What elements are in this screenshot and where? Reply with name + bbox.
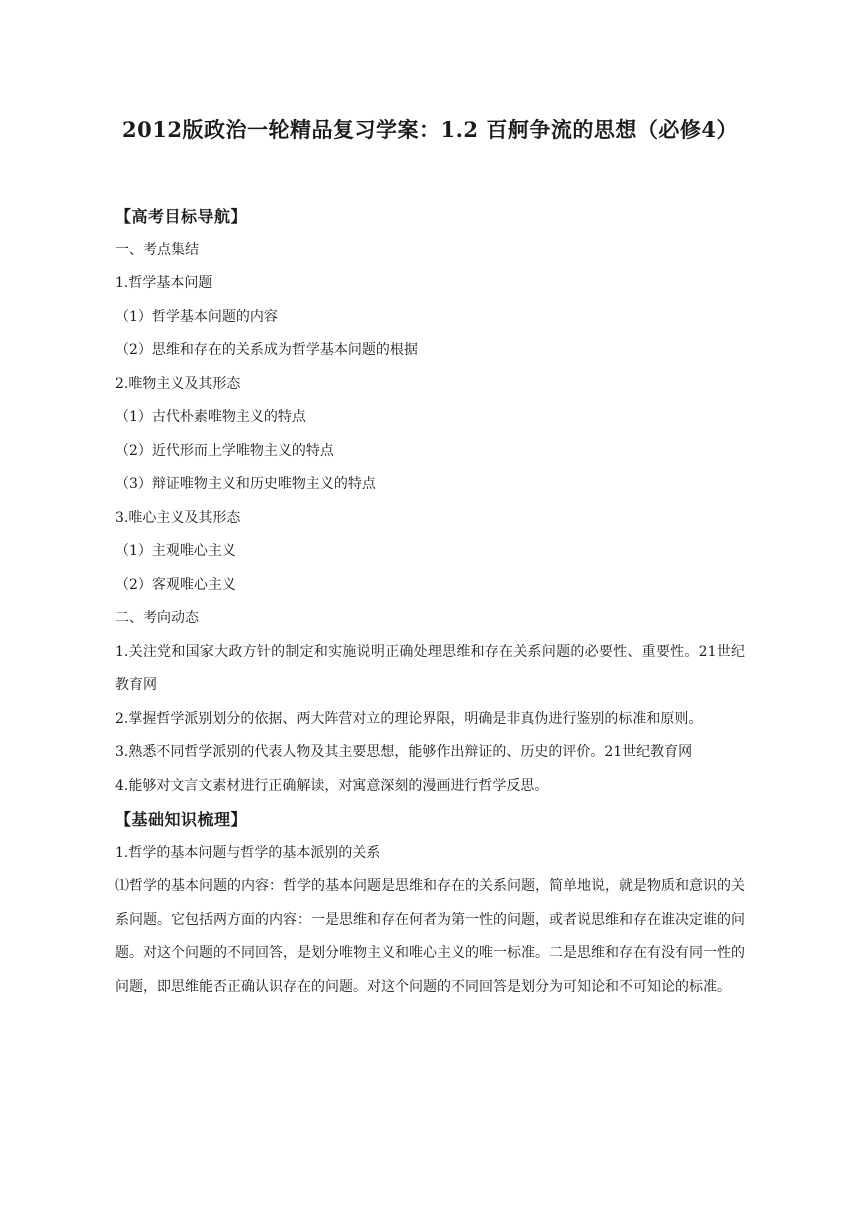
section-heading-exam-goals: 【高考目标导航】	[115, 207, 248, 226]
topic-item: （3）辩证唯物主义和历史唯物主义的特点	[115, 476, 376, 492]
topic-heading: 2.唯物主义及其形态	[115, 375, 241, 392]
topic-item: （1）主观唯心主义	[115, 543, 236, 559]
part-label-key-points: 一、考点集结	[115, 241, 199, 258]
topic-item: （1）哲学基本问题的内容	[115, 308, 278, 325]
topic-item: （1）古代朴素唯物主义的特点	[115, 409, 306, 425]
document-body	[115, 200, 745, 1004]
part-label-trends: 二、考向动态	[115, 610, 199, 626]
trend-paragraph: 4.能够对文言文素材进行正确解读，对寓意深刻的漫画进行哲学反思。	[115, 777, 549, 794]
topic-item: （2）客观唯心主义	[115, 576, 236, 593]
section-heading-basic-knowledge: 【基础知识梳理】	[115, 810, 248, 829]
topic-item: （2）近代形而上学唯物主义的特点	[115, 442, 334, 459]
topic-item: （2）思维和存在的关系成为哲学基本问题的根据	[115, 342, 418, 358]
document-title: 2012版政治一轮精品复习学案：1.2 百舸争流的思想（必修4）	[122, 117, 738, 142]
topic-heading: 1.哲学基本问题	[115, 275, 213, 291]
knowledge-subheading: 1.哲学的基本问题与哲学的基本派别的关系	[115, 844, 381, 861]
topic-heading: 3.唯心主义及其形态	[115, 509, 241, 526]
trend-paragraph: 1.关注党和国家大政方针的制定和实施说明正确处理思维和存在关系问题的必要性、重要性。21世纪教育网	[115, 643, 745, 693]
trend-paragraph: 3.熟悉不同哲学派别的代表人物及其主要思想，能够作出辩证的、历史的评价。21世纪教育网	[115, 744, 693, 760]
knowledge-paragraph: ⑴哲学的基本问题的内容：哲学的基本问题是思维和存在的关系问题，简单地说，就是物质和意识的关系问题。它包括两方面的内容：一是思维和存在何者为第一性的问题，或者说思维和存在谁决定谁的问题。对这个问题的不同回答，是划分唯物主义和唯心主义的唯一标准。二是思维和存在有没有同一性的问题，即思维能否正确认识存在的问题。对这个问题的不同回答是划分为可知论和不可知论的标准。	[115, 878, 745, 995]
trend-paragraph: 2.掌握哲学派别划分的依据、两大阵营对立的理论界限，明确是非真伪进行鉴别的标准和原则。	[115, 710, 703, 727]
